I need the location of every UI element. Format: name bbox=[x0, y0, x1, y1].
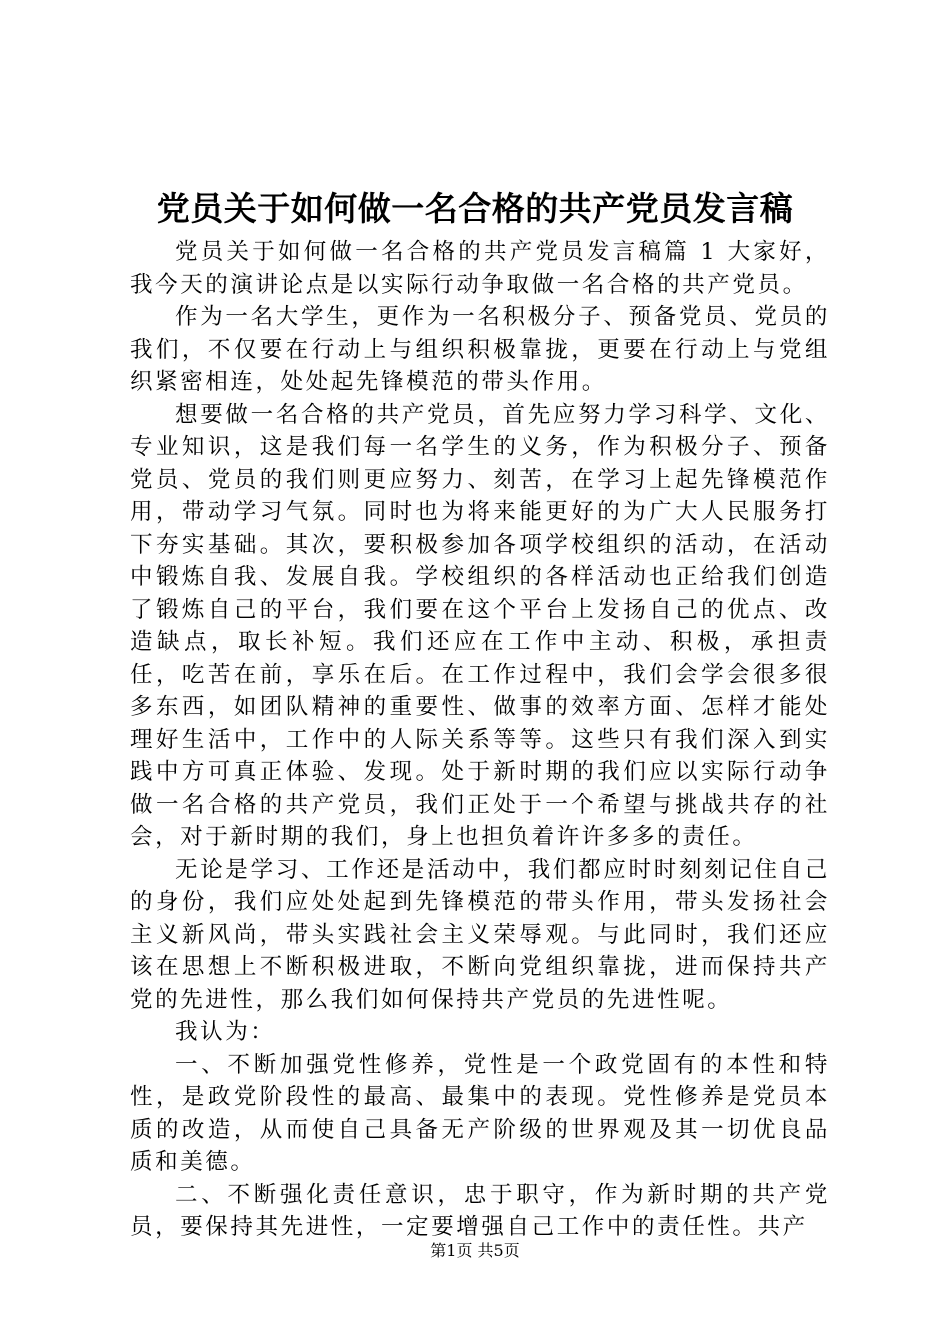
paragraph: 作为一名大学生，更作为一名积极分子、预备党员、党员的我们，不仅要在行动上与组织积极靠拢，更要在行动上与党组织紧密相连，处处起先锋模范的带头作用。 bbox=[130, 304, 830, 395]
paragraph: 二、不断强化责任意识，忠于职守，作为新时期的共产党员，要保持其先进性，一定要增强自己工作中的责任性。共产 bbox=[130, 1181, 830, 1240]
paragraph: 我认为： bbox=[175, 1019, 276, 1045]
document-title: 党员关于如何做一名合格的共产党员发言稿 bbox=[156, 189, 794, 228]
paragraph: 党员关于如何做一名合格的共产党员发言稿篇 1 大家好，我今天的演讲论点是以实际行动争取做一名合格的共产党员。 bbox=[130, 239, 830, 298]
paragraph: 无论是学习、工作还是活动中，我们都应时时刻刻记住自己的身份，我们应处处起到先锋模范的带头作用，带头发扬社会主义新风尚，带头实践社会主义荣辱观。与此同时，我们还应该在思想上不断积极进取，不断向党组织靠拢，进而保持共产党的先进性，那么我们如何保持共产党员的先进性呢。 bbox=[130, 856, 830, 1013]
page-footer: 第1页 共5页 bbox=[430, 1241, 520, 1260]
document-body bbox=[130, 236, 830, 1244]
paragraph: 想要做一名合格的共产党员，首先应努力学习科学、文化、专业知识，这是我们每一名学生的义务，作为积极分子、预备党员、党员的我们则更应努力、刻苦，在学习上起先锋模范作用，带动学习气氛。同时也为将来能更好的为广大人民服务打下夯实基础。其次，要积极参加各项学校组织的活动，在活动中锻炼自我、发展自我。学校组织的各样活动也正给我们创造了锻炼自己的平台，我们要在这个平台上发扬自己的优点、改造缺点，取长补短。我们还应在工作中主动、积极，承担责任，吃苦在前，享乐在后。在工作过程中，我们会学会很多很多东西，如团队精神的重要性、做事的效率方面、怎样才能处理好生活中，工作中的人际关系等等。这些只有我们深入到实践中方可真正体验、发现。处于新时期的我们应以实际行动争做一名合格的共产党员，我们正处于一个希望与挑战共存的社会，对于新时期的我们，身上也担负着许许多多的责任。 bbox=[130, 401, 830, 850]
paragraph: 一、不断加强党性修养，党性是一个政党固有的本性和特性，是政党阶段性的最高、最集中的表现。党性修养是党员本质的改造，从而使自己具备无产阶级的世界观及其一切优良品质和美德。 bbox=[130, 1051, 830, 1175]
